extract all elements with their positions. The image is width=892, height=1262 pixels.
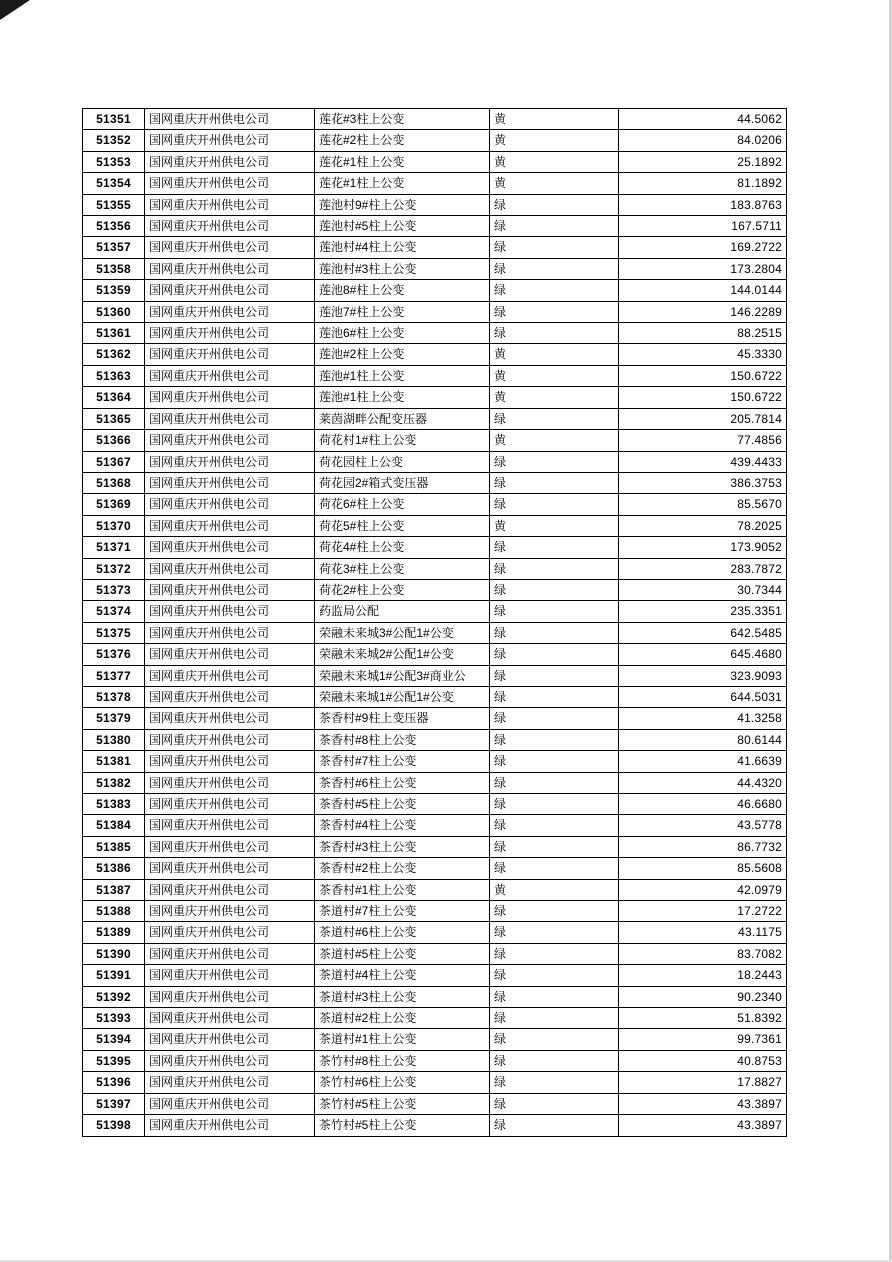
cell-id: 51354 xyxy=(83,173,145,194)
cell-value: 183.8763 xyxy=(619,194,787,215)
cell-company: 国网重庆开州供电公司 xyxy=(145,986,315,1007)
cell-status: 绿 xyxy=(490,751,619,772)
table-row xyxy=(83,472,787,493)
cell-name: 荷花3#柱上公变 xyxy=(315,558,490,579)
table-row xyxy=(83,836,787,857)
cell-name: 茶香村#1柱上公变 xyxy=(315,879,490,900)
cell-value: 43.3897 xyxy=(619,1093,787,1114)
table-row xyxy=(83,408,787,429)
table-row xyxy=(83,644,787,665)
data-table-container xyxy=(82,108,786,1137)
cell-status: 绿 xyxy=(490,622,619,643)
table-row xyxy=(83,1093,787,1114)
cell-value: 43.1175 xyxy=(619,922,787,943)
cell-status: 绿 xyxy=(490,1093,619,1114)
cell-value: 386.3753 xyxy=(619,472,787,493)
cell-value: 167.5711 xyxy=(619,216,787,237)
cell-id: 51377 xyxy=(83,665,145,686)
cell-name: 茶香村#2柱上公变 xyxy=(315,858,490,879)
cell-id: 51364 xyxy=(83,387,145,408)
cell-company: 国网重庆开州供电公司 xyxy=(145,494,315,515)
cell-value: 43.3897 xyxy=(619,1115,787,1136)
cell-name: 莲池6#柱上公变 xyxy=(315,323,490,344)
cell-id: 51372 xyxy=(83,558,145,579)
table-row xyxy=(83,387,787,408)
cell-company: 国网重庆开州供电公司 xyxy=(145,943,315,964)
cell-id: 51375 xyxy=(83,622,145,643)
table-row xyxy=(83,1115,787,1136)
cell-name: 荷花2#柱上公变 xyxy=(315,579,490,600)
table-row xyxy=(83,1008,787,1029)
cell-company: 国网重庆开州供电公司 xyxy=(145,729,315,750)
cell-id: 51382 xyxy=(83,772,145,793)
cell-status: 绿 xyxy=(490,794,619,815)
cell-status: 绿 xyxy=(490,301,619,322)
cell-company: 国网重庆开州供电公司 xyxy=(145,194,315,215)
cell-id: 51387 xyxy=(83,879,145,900)
cell-id: 51355 xyxy=(83,194,145,215)
cell-id: 51384 xyxy=(83,815,145,836)
cell-id: 51391 xyxy=(83,965,145,986)
cell-company: 国网重庆开州供电公司 xyxy=(145,130,315,151)
cell-id: 51396 xyxy=(83,1072,145,1093)
cell-id: 51356 xyxy=(83,216,145,237)
table-row xyxy=(83,173,787,194)
cell-name: 莲池#1柱上公变 xyxy=(315,365,490,386)
cell-name: 莲池村#3柱上公变 xyxy=(315,258,490,279)
cell-value: 17.2722 xyxy=(619,901,787,922)
cell-id: 51353 xyxy=(83,151,145,172)
cell-company: 国网重庆开州供电公司 xyxy=(145,451,315,472)
table-row xyxy=(83,815,787,836)
table-row xyxy=(83,558,787,579)
table-row xyxy=(83,1072,787,1093)
cell-value: 144.0144 xyxy=(619,280,787,301)
cell-company: 国网重庆开州供电公司 xyxy=(145,301,315,322)
cell-status: 绿 xyxy=(490,1029,619,1050)
table-body xyxy=(83,109,787,1137)
cell-name: 茶道村#6柱上公变 xyxy=(315,922,490,943)
cell-name: 荷花6#柱上公变 xyxy=(315,494,490,515)
cell-status: 绿 xyxy=(490,708,619,729)
cell-id: 51365 xyxy=(83,408,145,429)
cell-name: 莲花#1柱上公变 xyxy=(315,151,490,172)
cell-status: 黄 xyxy=(490,173,619,194)
cell-status: 绿 xyxy=(490,494,619,515)
cell-value: 283.7872 xyxy=(619,558,787,579)
cell-company: 国网重庆开州供电公司 xyxy=(145,579,315,600)
cell-company: 国网重庆开州供电公司 xyxy=(145,515,315,536)
cell-company: 国网重庆开州供电公司 xyxy=(145,344,315,365)
cell-id: 51360 xyxy=(83,301,145,322)
table-row xyxy=(83,665,787,686)
cell-name: 荷花5#柱上公变 xyxy=(315,515,490,536)
table-row xyxy=(83,601,787,622)
cell-name: 茶道村#1柱上公变 xyxy=(315,1029,490,1050)
cell-company: 国网重庆开州供电公司 xyxy=(145,965,315,986)
cell-status: 黄 xyxy=(490,109,619,130)
table-row xyxy=(83,922,787,943)
cell-status: 绿 xyxy=(490,323,619,344)
cell-name: 荣融未来城2#公配1#公变 xyxy=(315,644,490,665)
cell-company: 国网重庆开州供电公司 xyxy=(145,280,315,301)
cell-name: 莲花#1柱上公变 xyxy=(315,173,490,194)
cell-id: 51352 xyxy=(83,130,145,151)
cell-status: 绿 xyxy=(490,1115,619,1136)
cell-value: 80.6144 xyxy=(619,729,787,750)
cell-status: 绿 xyxy=(490,408,619,429)
cell-company: 国网重庆开州供电公司 xyxy=(145,772,315,793)
table-row xyxy=(83,986,787,1007)
table-row xyxy=(83,344,787,365)
cell-name: 荷花村1#柱上公变 xyxy=(315,430,490,451)
cell-id: 51367 xyxy=(83,451,145,472)
cell-status: 绿 xyxy=(490,1072,619,1093)
cell-id: 51366 xyxy=(83,430,145,451)
cell-name: 荷花4#柱上公变 xyxy=(315,537,490,558)
cell-id: 51359 xyxy=(83,280,145,301)
cell-company: 国网重庆开州供电公司 xyxy=(145,601,315,622)
cell-id: 51381 xyxy=(83,751,145,772)
cell-company: 国网重庆开州供电公司 xyxy=(145,1050,315,1071)
table-row xyxy=(83,301,787,322)
cell-id: 51361 xyxy=(83,323,145,344)
cell-value: 645.4680 xyxy=(619,644,787,665)
cell-id: 51371 xyxy=(83,537,145,558)
cell-status: 绿 xyxy=(490,1008,619,1029)
table-row xyxy=(83,365,787,386)
cell-status: 绿 xyxy=(490,772,619,793)
cell-status: 绿 xyxy=(490,858,619,879)
cell-value: 169.2722 xyxy=(619,237,787,258)
cell-name: 莲池村#5柱上公变 xyxy=(315,216,490,237)
cell-id: 51397 xyxy=(83,1093,145,1114)
cell-id: 51379 xyxy=(83,708,145,729)
cell-id: 51388 xyxy=(83,901,145,922)
cell-value: 43.5778 xyxy=(619,815,787,836)
table-row xyxy=(83,772,787,793)
cell-id: 51392 xyxy=(83,986,145,1007)
cell-id: 51369 xyxy=(83,494,145,515)
cell-status: 绿 xyxy=(490,1050,619,1071)
cell-company: 国网重庆开州供电公司 xyxy=(145,1072,315,1093)
cell-name: 茶香村#7柱上公变 xyxy=(315,751,490,772)
cell-status: 绿 xyxy=(490,472,619,493)
cell-value: 150.6722 xyxy=(619,387,787,408)
cell-status: 黄 xyxy=(490,515,619,536)
cell-id: 51389 xyxy=(83,922,145,943)
table-row xyxy=(83,280,787,301)
cell-name: 茶竹村#6柱上公变 xyxy=(315,1072,490,1093)
cell-value: 44.4320 xyxy=(619,772,787,793)
table-row xyxy=(83,965,787,986)
cell-status: 黄 xyxy=(490,151,619,172)
cell-value: 85.5670 xyxy=(619,494,787,515)
cell-id: 51351 xyxy=(83,109,145,130)
cell-name: 莲花#3柱上公变 xyxy=(315,109,490,130)
table-row xyxy=(83,708,787,729)
cell-name: 茶香村#6柱上公变 xyxy=(315,772,490,793)
table-row xyxy=(83,451,787,472)
cell-company: 国网重庆开州供电公司 xyxy=(145,387,315,408)
data-table xyxy=(82,108,787,1137)
cell-name: 莲花#2柱上公变 xyxy=(315,130,490,151)
cell-status: 绿 xyxy=(490,729,619,750)
cell-status: 黄 xyxy=(490,387,619,408)
cell-value: 41.6639 xyxy=(619,751,787,772)
cell-company: 国网重庆开州供电公司 xyxy=(145,815,315,836)
table-row xyxy=(83,729,787,750)
cell-name: 茶道村#4柱上公变 xyxy=(315,965,490,986)
page-corner-mark xyxy=(0,0,30,20)
cell-value: 46.6680 xyxy=(619,794,787,815)
cell-name: 茶竹村#5柱上公变 xyxy=(315,1115,490,1136)
cell-company: 国网重庆开州供电公司 xyxy=(145,836,315,857)
cell-status: 绿 xyxy=(490,194,619,215)
cell-status: 绿 xyxy=(490,943,619,964)
cell-company: 国网重庆开州供电公司 xyxy=(145,1115,315,1136)
cell-name: 茶香村#4柱上公变 xyxy=(315,815,490,836)
cell-status: 黄 xyxy=(490,344,619,365)
cell-name: 莲池8#柱上公变 xyxy=(315,280,490,301)
cell-name: 荷花园2#箱式变压器 xyxy=(315,472,490,493)
cell-status: 绿 xyxy=(490,237,619,258)
cell-status: 绿 xyxy=(490,986,619,1007)
cell-status: 绿 xyxy=(490,558,619,579)
cell-name: 荣融未来城3#公配1#公变 xyxy=(315,622,490,643)
cell-value: 77.4856 xyxy=(619,430,787,451)
cell-name: 莲池#1柱上公变 xyxy=(315,387,490,408)
cell-company: 国网重庆开州供电公司 xyxy=(145,365,315,386)
cell-company: 国网重庆开州供电公司 xyxy=(145,622,315,643)
cell-company: 国网重庆开州供电公司 xyxy=(145,922,315,943)
cell-company: 国网重庆开州供电公司 xyxy=(145,109,315,130)
cell-name: 茶竹村#5柱上公变 xyxy=(315,1093,490,1114)
cell-value: 173.2804 xyxy=(619,258,787,279)
cell-id: 51370 xyxy=(83,515,145,536)
cell-company: 国网重庆开州供电公司 xyxy=(145,644,315,665)
cell-name: 茶道村#2柱上公变 xyxy=(315,1008,490,1029)
table-row xyxy=(83,151,787,172)
cell-company: 国网重庆开州供电公司 xyxy=(145,558,315,579)
cell-status: 绿 xyxy=(490,901,619,922)
cell-id: 51395 xyxy=(83,1050,145,1071)
cell-company: 国网重庆开州供电公司 xyxy=(145,472,315,493)
table-row xyxy=(83,537,787,558)
cell-value: 84.0206 xyxy=(619,130,787,151)
cell-value: 41.3258 xyxy=(619,708,787,729)
cell-status: 绿 xyxy=(490,665,619,686)
cell-id: 51374 xyxy=(83,601,145,622)
cell-name: 茶道村#3柱上公变 xyxy=(315,986,490,1007)
cell-company: 国网重庆开州供电公司 xyxy=(145,686,315,707)
cell-value: 18.2443 xyxy=(619,965,787,986)
cell-value: 40.8753 xyxy=(619,1050,787,1071)
cell-status: 绿 xyxy=(490,280,619,301)
table-row xyxy=(83,579,787,600)
cell-status: 绿 xyxy=(490,451,619,472)
cell-name: 莲池#2柱上公变 xyxy=(315,344,490,365)
cell-name: 莲池村#4柱上公变 xyxy=(315,237,490,258)
table-row xyxy=(83,130,787,151)
cell-company: 国网重庆开州供电公司 xyxy=(145,323,315,344)
cell-status: 绿 xyxy=(490,922,619,943)
cell-id: 51373 xyxy=(83,579,145,600)
cell-company: 国网重庆开州供电公司 xyxy=(145,237,315,258)
cell-id: 51378 xyxy=(83,686,145,707)
cell-company: 国网重庆开州供电公司 xyxy=(145,408,315,429)
cell-value: 44.5062 xyxy=(619,109,787,130)
table-row xyxy=(83,943,787,964)
table-row xyxy=(83,430,787,451)
cell-value: 150.6722 xyxy=(619,365,787,386)
cell-company: 国网重庆开州供电公司 xyxy=(145,708,315,729)
table-row xyxy=(83,194,787,215)
cell-id: 51386 xyxy=(83,858,145,879)
cell-company: 国网重庆开州供电公司 xyxy=(145,665,315,686)
cell-company: 国网重庆开州供电公司 xyxy=(145,151,315,172)
cell-value: 85.5608 xyxy=(619,858,787,879)
cell-id: 51398 xyxy=(83,1115,145,1136)
table-row xyxy=(83,494,787,515)
cell-name: 荷花园柱上公变 xyxy=(315,451,490,472)
cell-name: 莲池村9#柱上公变 xyxy=(315,194,490,215)
cell-id: 51393 xyxy=(83,1008,145,1029)
cell-name: 莱茵湖畔公配变压器 xyxy=(315,408,490,429)
cell-value: 173.9052 xyxy=(619,537,787,558)
cell-value: 90.2340 xyxy=(619,986,787,1007)
cell-company: 国网重庆开州供电公司 xyxy=(145,537,315,558)
cell-status: 绿 xyxy=(490,258,619,279)
cell-value: 45.3330 xyxy=(619,344,787,365)
cell-status: 绿 xyxy=(490,579,619,600)
cell-value: 30.7344 xyxy=(619,579,787,600)
cell-value: 642.5485 xyxy=(619,622,787,643)
cell-name: 荣融未来城1#公配3#商业公 xyxy=(315,665,490,686)
table-row xyxy=(83,1050,787,1071)
cell-id: 51362 xyxy=(83,344,145,365)
cell-company: 国网重庆开州供电公司 xyxy=(145,258,315,279)
cell-value: 146.2289 xyxy=(619,301,787,322)
table-row xyxy=(83,879,787,900)
cell-company: 国网重庆开州供电公司 xyxy=(145,1093,315,1114)
cell-status: 黄 xyxy=(490,879,619,900)
cell-status: 黄 xyxy=(490,430,619,451)
cell-value: 88.2515 xyxy=(619,323,787,344)
cell-name: 茶道村#7柱上公变 xyxy=(315,901,490,922)
cell-status: 绿 xyxy=(490,216,619,237)
table-row xyxy=(83,216,787,237)
cell-name: 茶道村#5柱上公变 xyxy=(315,943,490,964)
cell-company: 国网重庆开州供电公司 xyxy=(145,901,315,922)
cell-value: 81.1892 xyxy=(619,173,787,194)
cell-status: 绿 xyxy=(490,601,619,622)
cell-value: 83.7082 xyxy=(619,943,787,964)
table-row xyxy=(83,686,787,707)
cell-value: 17.8827 xyxy=(619,1072,787,1093)
cell-status: 绿 xyxy=(490,965,619,986)
cell-company: 国网重庆开州供电公司 xyxy=(145,751,315,772)
cell-name: 莲池7#柱上公变 xyxy=(315,301,490,322)
cell-company: 国网重庆开州供电公司 xyxy=(145,858,315,879)
cell-status: 绿 xyxy=(490,537,619,558)
cell-value: 78.2025 xyxy=(619,515,787,536)
cell-company: 国网重庆开州供电公司 xyxy=(145,216,315,237)
table-row xyxy=(83,323,787,344)
table-row xyxy=(83,622,787,643)
cell-status: 绿 xyxy=(490,686,619,707)
cell-id: 51368 xyxy=(83,472,145,493)
cell-company: 国网重庆开州供电公司 xyxy=(145,794,315,815)
cell-name: 茶香村#9柱上变压器 xyxy=(315,708,490,729)
cell-id: 51394 xyxy=(83,1029,145,1050)
cell-status: 黄 xyxy=(490,365,619,386)
cell-company: 国网重庆开州供电公司 xyxy=(145,173,315,194)
cell-name: 茶香村#8柱上公变 xyxy=(315,729,490,750)
cell-status: 黄 xyxy=(490,130,619,151)
table-row xyxy=(83,794,787,815)
cell-value: 86.7732 xyxy=(619,836,787,857)
table-row xyxy=(83,1029,787,1050)
cell-id: 51380 xyxy=(83,729,145,750)
table-row xyxy=(83,109,787,130)
table-row xyxy=(83,515,787,536)
table-row xyxy=(83,858,787,879)
cell-name: 荣融未来城1#公配1#公变 xyxy=(315,686,490,707)
cell-value: 25.1892 xyxy=(619,151,787,172)
cell-id: 51385 xyxy=(83,836,145,857)
cell-id: 51363 xyxy=(83,365,145,386)
cell-value: 439.4433 xyxy=(619,451,787,472)
cell-value: 323.9093 xyxy=(619,665,787,686)
cell-company: 国网重庆开州供电公司 xyxy=(145,1008,315,1029)
cell-status: 绿 xyxy=(490,644,619,665)
cell-name: 茶竹村#8柱上公变 xyxy=(315,1050,490,1071)
cell-value: 644.5031 xyxy=(619,686,787,707)
cell-value: 205.7814 xyxy=(619,408,787,429)
cell-value: 42.0979 xyxy=(619,879,787,900)
cell-name: 茶香村#3柱上公变 xyxy=(315,836,490,857)
table-row xyxy=(83,901,787,922)
cell-name: 茶香村#5柱上公变 xyxy=(315,794,490,815)
cell-status: 绿 xyxy=(490,815,619,836)
cell-id: 51357 xyxy=(83,237,145,258)
cell-status: 绿 xyxy=(490,836,619,857)
cell-id: 51376 xyxy=(83,644,145,665)
cell-id: 51383 xyxy=(83,794,145,815)
cell-value: 235.3351 xyxy=(619,601,787,622)
cell-id: 51390 xyxy=(83,943,145,964)
cell-name: 药监局公配 xyxy=(315,601,490,622)
table-row xyxy=(83,237,787,258)
table-row xyxy=(83,751,787,772)
cell-value: 99.7361 xyxy=(619,1029,787,1050)
table-row xyxy=(83,258,787,279)
cell-value: 51.8392 xyxy=(619,1008,787,1029)
cell-company: 国网重庆开州供电公司 xyxy=(145,1029,315,1050)
cell-company: 国网重庆开州供电公司 xyxy=(145,430,315,451)
cell-id: 51358 xyxy=(83,258,145,279)
cell-company: 国网重庆开州供电公司 xyxy=(145,879,315,900)
